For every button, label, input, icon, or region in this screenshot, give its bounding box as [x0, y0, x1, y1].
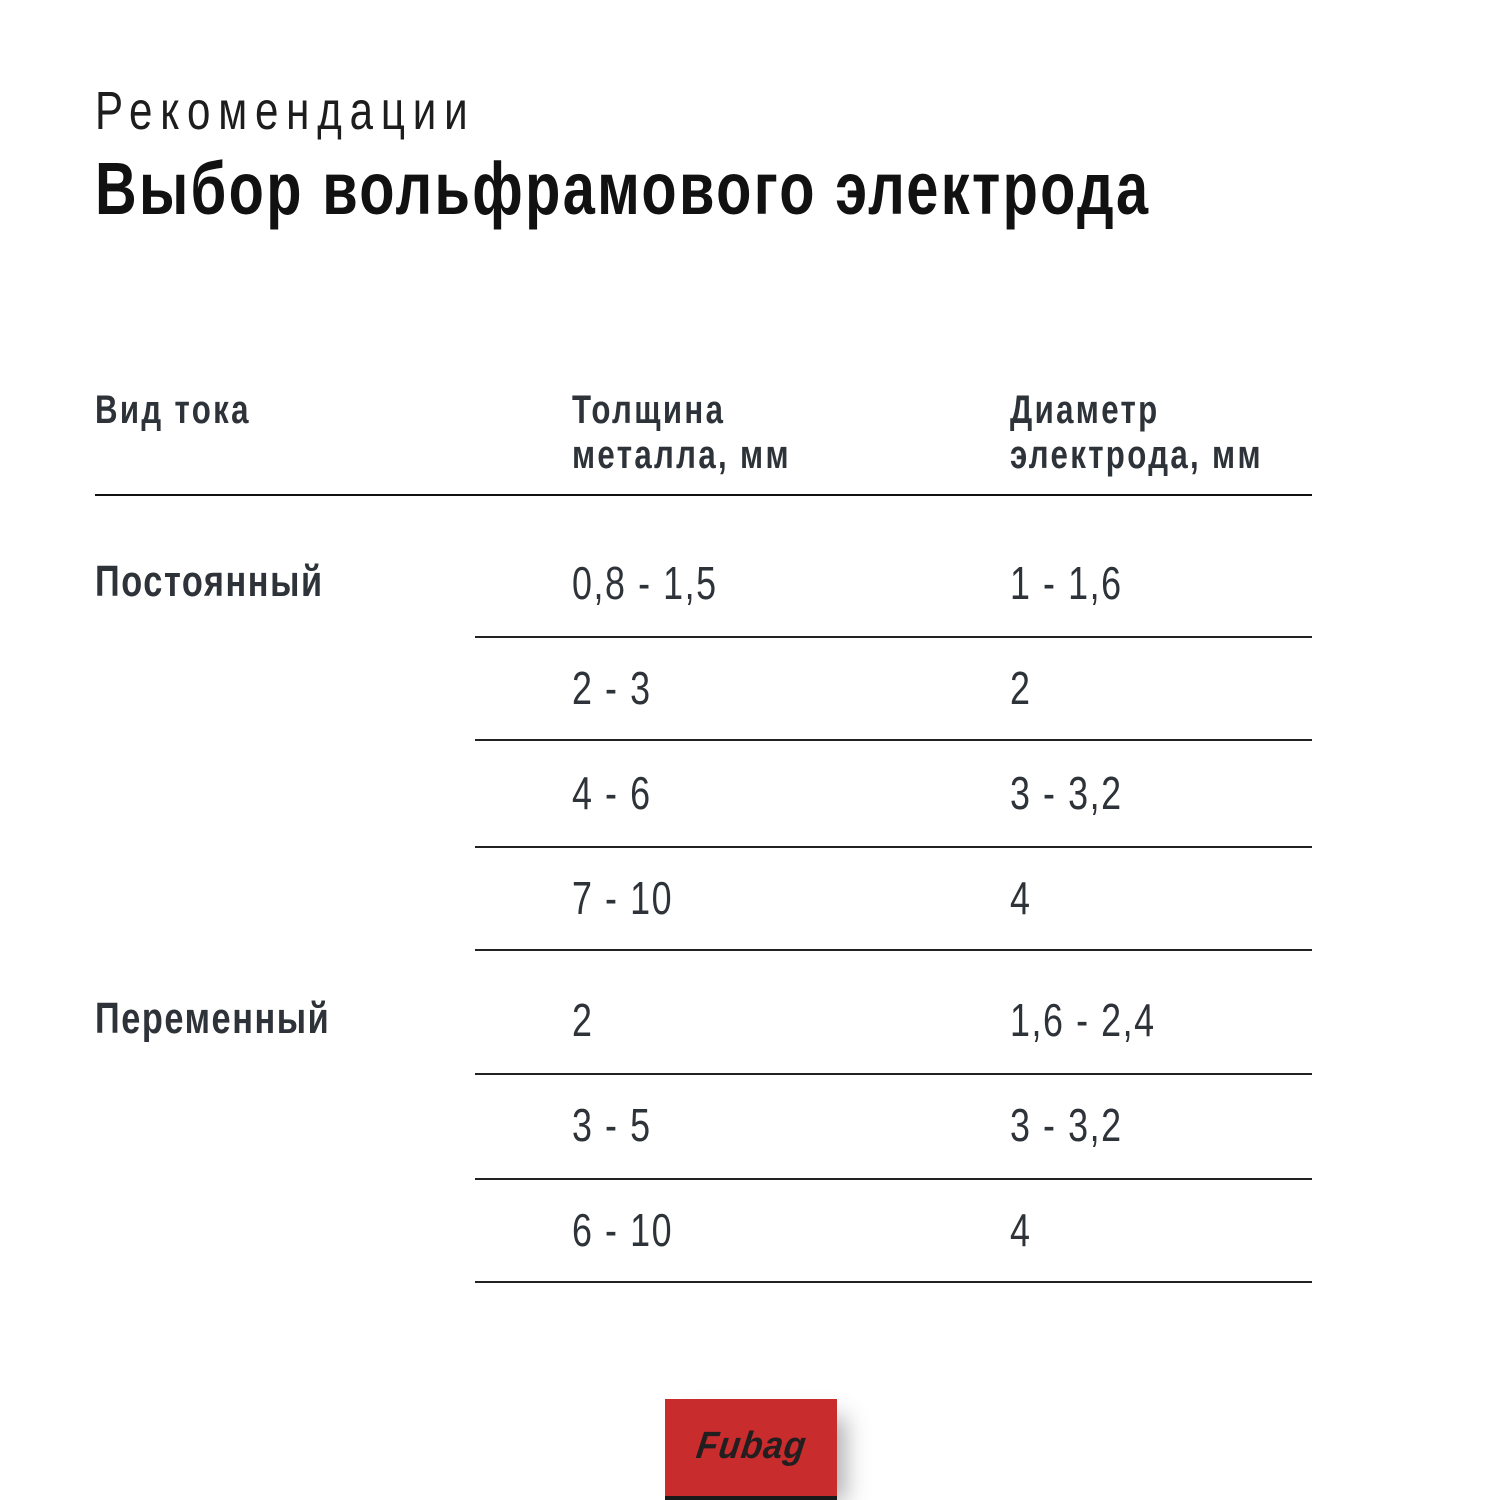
page-title: [95, 147, 1448, 230]
cell-electrode-diameter: 1,6 - 2,4: [1010, 994, 1156, 1046]
cell-electrode-diameter: 4: [1010, 1204, 1032, 1256]
cell-electrode-diameter: 1 - 1,6: [1010, 557, 1123, 609]
row-divider: [475, 1073, 1312, 1075]
row-divider: [475, 1281, 1312, 1283]
row-divider: [475, 949, 1312, 951]
table-row: [0, 1204, 1312, 1259]
column-header-metal-thickness: [572, 388, 853, 478]
logo-bottom-strip: [665, 1496, 837, 1500]
column-header-line: металла, мм: [572, 433, 791, 477]
row-divider: [475, 1178, 1312, 1180]
column-header-line: электрода, мм: [1010, 433, 1263, 477]
column-header-line: Вид тока: [95, 388, 251, 432]
page-subtitle-text: Рекомендации: [95, 81, 476, 141]
row-divider: [475, 739, 1312, 741]
table-row: [0, 994, 1312, 1049]
page-title-text: Выбор вольфрамового электрода: [95, 147, 1151, 230]
cell-metal-thickness: 3 - 5: [572, 1099, 652, 1151]
page-subtitle: [95, 81, 583, 141]
table-row: [0, 662, 1312, 717]
cell-metal-thickness: 4 - 6: [572, 767, 652, 819]
cell-electrode-diameter: 2: [1010, 662, 1032, 714]
cell-metal-thickness: 2 - 3: [572, 662, 652, 714]
fubag-logo: [665, 1399, 837, 1500]
row-divider: [475, 846, 1312, 848]
table-row: [0, 557, 1312, 612]
cell-metal-thickness: 7 - 10: [572, 872, 674, 924]
cell-electrode-diameter: 4: [1010, 872, 1032, 924]
table-header-divider: [95, 494, 1312, 496]
column-header-current-type: [95, 388, 295, 433]
cell-electrode-diameter: 3 - 3,2: [1010, 767, 1123, 819]
cell-metal-thickness: 2: [572, 994, 594, 1046]
table-row: [0, 767, 1312, 822]
cell-current-type: Постоянный: [95, 557, 324, 606]
row-divider: [475, 636, 1312, 638]
cell-metal-thickness: 0,8 - 1,5: [572, 557, 718, 609]
table-row: [0, 872, 1312, 927]
table-row: [0, 1099, 1312, 1154]
cell-metal-thickness: 6 - 10: [572, 1204, 674, 1256]
cell-electrode-diameter: 3 - 3,2: [1010, 1099, 1123, 1151]
column-header-line: Диаметр: [1010, 388, 1160, 432]
cell-current-type: Переменный: [95, 994, 331, 1043]
column-header-line: Толщина: [572, 388, 726, 432]
column-header-electrode-diameter: [1010, 388, 1334, 478]
fubag-logo-text: Fubag: [693, 1425, 809, 1467]
